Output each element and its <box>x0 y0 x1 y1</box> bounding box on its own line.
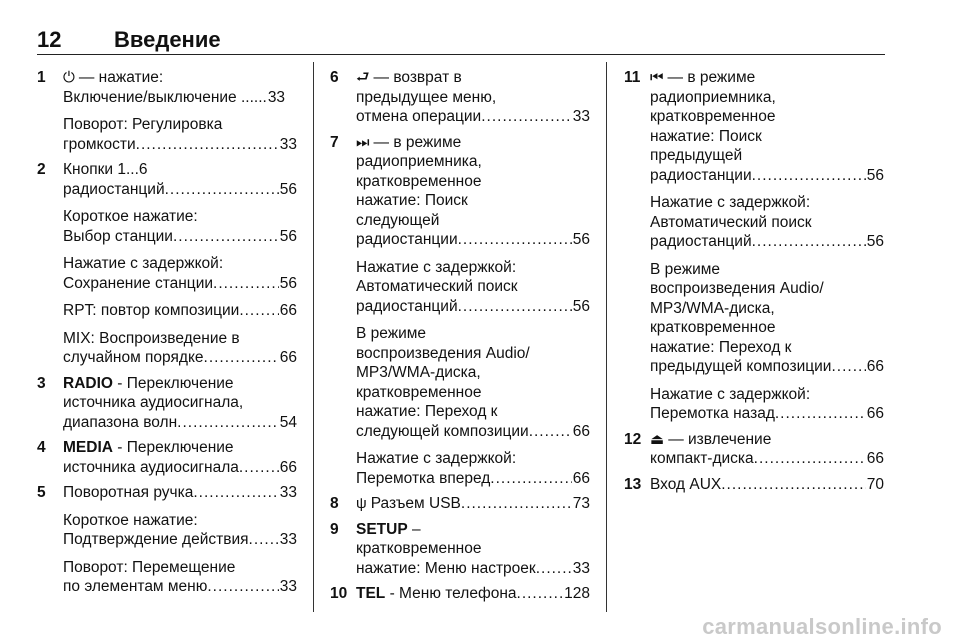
entry-text: Короткое нажатие: <box>63 511 198 529</box>
watermark: carmanualsonline.info <box>702 614 942 639</box>
page-ref: 70 <box>866 475 884 493</box>
entry-text: радиостанций <box>63 180 165 198</box>
entry-text: предыдущее меню, <box>356 88 497 106</box>
entry-6 <box>330 68 590 127</box>
page-ref: 33 <box>572 559 590 577</box>
entry-11 <box>624 68 884 424</box>
entry-number: 13 <box>624 475 642 493</box>
entry-text: Автоматический поиск <box>650 213 812 231</box>
entry-text: отмена операции <box>356 108 482 125</box>
page-ref: 33 <box>279 578 297 595</box>
entry-number: 11 <box>624 69 641 86</box>
entry-number: 4 <box>37 439 46 456</box>
page-ref: 33 <box>267 88 286 106</box>
page-ref: 56 <box>279 180 297 198</box>
entry-text: Поворот: Перемещение <box>63 558 236 576</box>
entry-2 <box>37 160 297 368</box>
entry-text: - Переключение <box>112 439 234 456</box>
entry-number: 10 <box>330 585 348 602</box>
entry-text: кратковременное <box>356 540 482 557</box>
entry-text: MIX: Воспроизведение в <box>63 329 240 347</box>
entry-text: нажатие: Переход к <box>356 403 498 420</box>
entry-text: Разъем USB <box>370 495 461 512</box>
entry-text: кратковременное <box>356 172 482 190</box>
entry-text: предыдущей <box>650 147 743 164</box>
entry-text: нажатие: Меню настроек <box>356 559 536 577</box>
entry-text: по элементам меню <box>63 578 208 595</box>
entry-number: 1 <box>37 69 46 86</box>
entry-text: В режиме <box>356 325 427 342</box>
page-number: 12 <box>37 27 62 52</box>
entry-5 <box>37 483 297 597</box>
entry-text: Вход AUX <box>650 475 722 493</box>
button-name: SETUP <box>356 520 408 538</box>
entry-13 <box>624 475 884 495</box>
entry-8 <box>330 494 590 514</box>
entry-1 <box>37 68 297 154</box>
entry-3 <box>37 374 297 433</box>
entry-text: Поворотная ручка <box>63 484 194 501</box>
entry-text: радиостанций <box>356 297 458 315</box>
entry-10 <box>330 584 590 604</box>
button-name: MEDIA <box>63 439 113 456</box>
page-ref: 33 <box>279 531 297 548</box>
return-arrow-icon: ⮐ <box>356 69 370 86</box>
entry-text: источника аудиосигнала, <box>63 394 244 411</box>
entry-7 <box>330 133 590 489</box>
entry-text: Нажатие с задержкой: <box>356 450 517 467</box>
page-ref: 66 <box>279 458 297 476</box>
usb-icon: ψ <box>356 495 367 512</box>
entry-text: нажатие: Поиск <box>356 192 468 209</box>
entry-9 <box>330 520 590 579</box>
column-right <box>624 68 884 500</box>
entry-text: случайном порядке <box>63 349 204 366</box>
page-title: Введение <box>114 27 221 52</box>
entry-text: - Переключение <box>112 374 234 392</box>
entry-text: воспроизведения Audio/ <box>650 280 824 297</box>
entry-text: Перемотка вперед <box>356 469 491 487</box>
entry-text: Перемотка назад <box>650 405 775 422</box>
entry-text: — возврат в <box>373 69 462 86</box>
page-ref: 66 <box>866 358 884 375</box>
column-middle <box>330 68 590 610</box>
entry-text: Кнопки 1...6 <box>63 161 148 178</box>
entry-number: 5 <box>37 484 46 501</box>
entry-number: 3 <box>37 374 46 392</box>
page-ref: 66 <box>572 422 590 440</box>
page-ref: 66 <box>866 450 884 467</box>
entry-4 <box>37 438 297 477</box>
column-divider <box>606 62 607 612</box>
column-left <box>37 68 297 603</box>
entry-text: радиостанций <box>650 233 752 250</box>
page-ref: 56 <box>866 166 884 184</box>
page-ref: 56 <box>572 231 590 248</box>
page-ref: 66 <box>866 405 884 422</box>
entry-text: диапазона волн <box>63 413 178 431</box>
entry-text: кратковременное <box>650 319 776 336</box>
entry-text: Нажатие с задержкой: <box>650 194 811 211</box>
entry-text: Сохранение станции <box>63 274 214 292</box>
page-ref: 56 <box>572 297 590 315</box>
entry-text: Нажатие с задержкой: <box>650 385 811 403</box>
page-ref: 73 <box>572 495 590 512</box>
entry-number: 2 <box>37 161 46 178</box>
entry-text: MP3/WMA-диска, <box>356 364 481 381</box>
page-ref: 33 <box>279 484 297 501</box>
entry-text: — извлечение <box>668 430 772 448</box>
skip-forward-icon: ⏭ <box>356 133 370 151</box>
entry-text: громкости <box>63 135 136 153</box>
page-ref: 66 <box>279 349 297 366</box>
page-ref: 66 <box>572 469 590 487</box>
entry-12 <box>624 430 884 469</box>
entry-number: 12 <box>624 430 642 448</box>
entry-text: Выбор станции <box>63 227 173 245</box>
entry-text: радиоприемника, <box>650 88 776 106</box>
power-icon: ⏻ <box>63 69 75 86</box>
skip-backward-icon: ⏮ <box>650 69 664 86</box>
column-divider <box>313 62 314 612</box>
page-ref: 128 <box>564 585 590 602</box>
entry-number: 8 <box>330 495 339 512</box>
entry-text: Автоматический поиск <box>356 278 518 295</box>
entry-text: Короткое нажатие: <box>63 208 198 225</box>
entry-number: 6 <box>330 69 339 86</box>
page-ref: 66 <box>279 302 297 319</box>
entry-text: радиоприемника, <box>356 153 482 170</box>
entry-text: следующей <box>356 211 440 229</box>
entry-text: – <box>407 520 421 538</box>
entry-text: - Меню телефона <box>385 585 517 602</box>
entry-text: предыдущей композиции <box>650 358 832 375</box>
button-name: RADIO <box>63 374 113 392</box>
entry-text: RPT: повтор композиции <box>63 302 240 319</box>
page-ref: 56 <box>279 274 297 292</box>
entry-text: MP3/WMA-диска, <box>650 299 775 317</box>
entry-number: 9 <box>330 520 339 538</box>
entry-text: кратковременное <box>650 108 776 125</box>
entry-number: 7 <box>330 133 339 151</box>
page-header <box>37 20 885 55</box>
entry-text: нажатие: Поиск <box>650 127 762 145</box>
entry-text: нажатие: Переход к <box>650 338 792 356</box>
page-ref: 54 <box>279 413 297 431</box>
entry-text: источника аудиосигнала <box>63 458 239 476</box>
entry-text: Нажатие с задержкой: <box>63 255 224 272</box>
entry-text: Поворот: Регулировка <box>63 116 223 133</box>
page-ref: 56 <box>279 227 297 245</box>
entry-text: — в режиме <box>373 133 462 151</box>
entry-text: радиостанции <box>650 166 752 184</box>
entry-text: компакт-диска <box>650 450 754 467</box>
entry-text: Включение/выключение ...... <box>63 88 267 106</box>
button-name: TEL <box>356 585 386 602</box>
eject-icon: ⏏ <box>650 430 665 448</box>
entry-text: кратковременное <box>356 383 482 401</box>
entry-text: следующей композиции <box>356 422 529 440</box>
page-ref: 33 <box>572 108 590 125</box>
entry-text: — нажатие: <box>78 69 164 86</box>
entry-text: Нажатие с задержкой: <box>356 258 517 276</box>
entry-text: — в режиме <box>667 69 756 86</box>
entry-text: Подтверждение действия <box>63 531 249 548</box>
page-ref: 56 <box>866 233 884 250</box>
entry-text: В режиме <box>650 260 721 278</box>
page-ref: 33 <box>279 135 297 153</box>
entry-text: радиостанции <box>356 231 458 248</box>
entry-text: воспроизведения Audio/ <box>356 344 530 362</box>
